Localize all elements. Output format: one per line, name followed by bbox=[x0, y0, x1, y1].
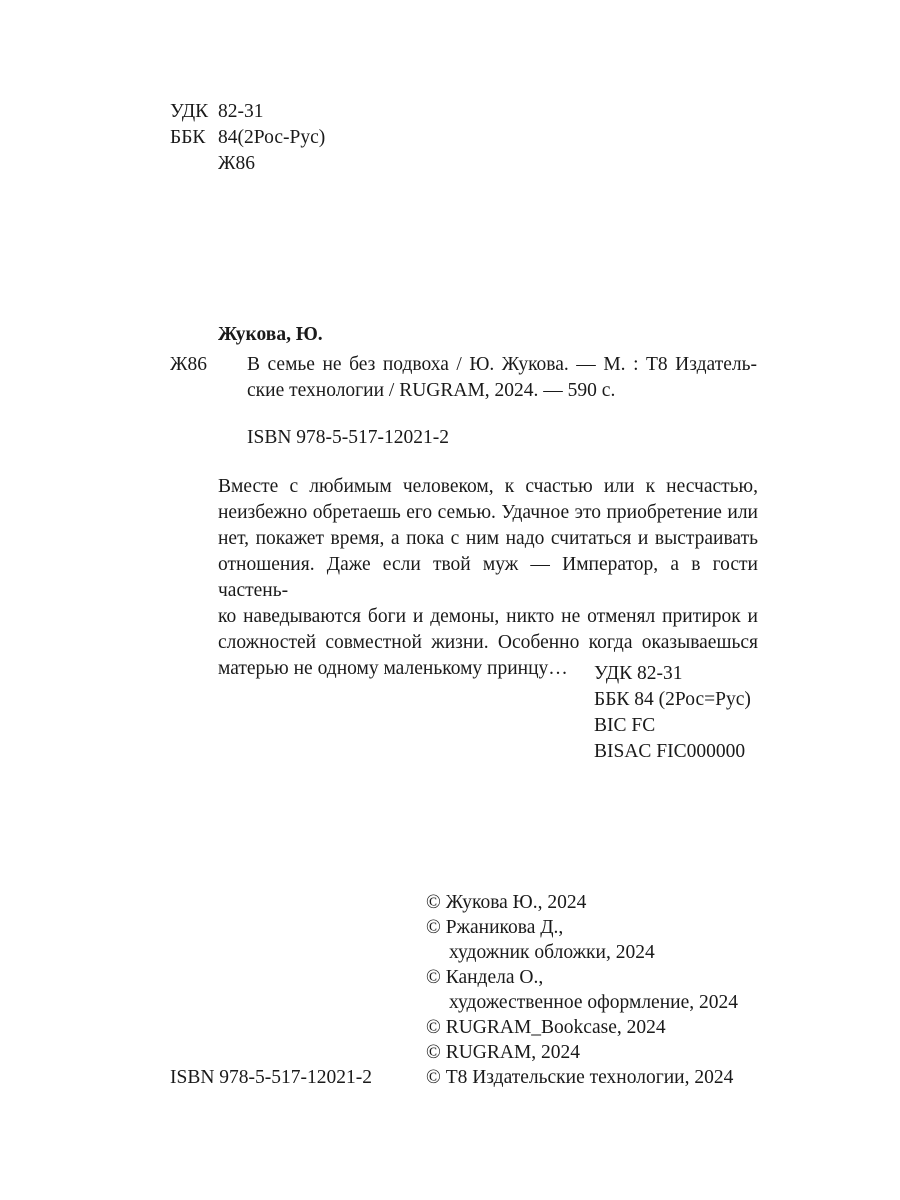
udk-label: УДК bbox=[170, 101, 209, 122]
copyright-block bbox=[426, 890, 738, 1090]
title-line-2: ские технологии / RUGRAM, 2024. — 590 с. bbox=[247, 380, 616, 401]
bbk-value: 84(2Рос-Рус) bbox=[218, 127, 326, 148]
annotation-line: ко наведываются боги и демоны, никто не отменял притирок и bbox=[218, 606, 758, 627]
udk-code: УДК 82-31 bbox=[594, 663, 683, 684]
author-name: Жукова, Ю. bbox=[218, 324, 323, 345]
isbn-bottom: ISBN 978-5-517-12021-2 bbox=[170, 1067, 373, 1088]
annotation-line: нет, покажет время, а пока с ним надо считаться и выстраивать bbox=[218, 528, 758, 549]
copyright-line: художественное оформление, 2024 bbox=[449, 992, 738, 1013]
udk-value: 82-31 bbox=[218, 101, 264, 122]
copyright-line: © Т8 Издательские технологии, 2024 bbox=[426, 1067, 734, 1088]
annotation-line: неизбежно обретаешь его семью. Удачное это приобретение или bbox=[218, 502, 758, 523]
isbn-record: ISBN 978-5-517-12021-2 bbox=[247, 427, 450, 448]
bisac-code: BISAC FIC000000 bbox=[594, 741, 746, 762]
bic-code: BIC FC bbox=[594, 715, 656, 736]
annotation-line: матерью не одному маленькому принцу… bbox=[218, 658, 568, 679]
annotation-line: сложностей совместной жизни. Особенно когда оказываешься bbox=[218, 632, 758, 653]
author-code: Ж86 bbox=[170, 354, 207, 375]
annotation-line: отношения. Даже если твой муж — Император, а в гости частень- bbox=[218, 554, 758, 601]
title-description bbox=[247, 352, 757, 404]
copyright-line: © RUGRAM_Bookcase, 2024 bbox=[426, 1017, 666, 1038]
copyright-line: © RUGRAM, 2024 bbox=[426, 1042, 581, 1063]
copyright-line: © Ржаникова Д., bbox=[426, 917, 564, 938]
bbk-code: ББК 84 (2Рос=Рус) bbox=[594, 689, 751, 710]
copyright-line: © Жукова Ю., 2024 bbox=[426, 892, 587, 913]
classification-codes bbox=[594, 661, 751, 765]
copyright-line: художник обложки, 2024 bbox=[449, 942, 655, 963]
title-line-1: В семье не без подвоха / Ю. Жукова. — М. : Т8 Издатель- bbox=[247, 354, 757, 375]
annotation-line: Вместе с любимым человеком, к счастью или к несчастью, bbox=[218, 476, 758, 497]
author-code-top: Ж86 bbox=[218, 153, 255, 174]
annotation bbox=[218, 474, 758, 682]
copyright-line: © Кандела О., bbox=[426, 967, 544, 988]
bbk-label: ББК bbox=[170, 127, 206, 148]
